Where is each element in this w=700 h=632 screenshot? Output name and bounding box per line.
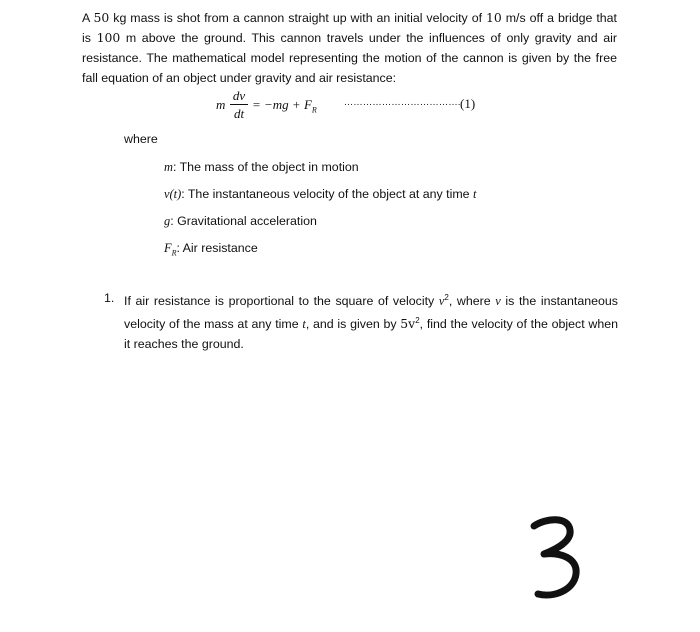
derivative-fraction [230, 88, 248, 121]
question-t: t [302, 317, 306, 332]
fraction-denominator: dt [233, 106, 245, 121]
question-exponent: 2 [444, 293, 449, 302]
definition-text: : Gravitational acceleration [170, 214, 317, 228]
definition-velocity [164, 185, 476, 212]
definition-gravity [164, 212, 476, 239]
definition-mass [164, 158, 476, 185]
fraction-numerator: dv [232, 88, 246, 103]
equation-leader-dots: ………………………………. [344, 97, 461, 107]
definition-text: : Air resistance [176, 241, 258, 255]
definition-text: : The instantaneous velocity of the object at any time [181, 187, 474, 201]
mass-value: 50 [93, 10, 110, 25]
velocity-value: 10 [485, 10, 502, 25]
handwritten-3-mark [520, 512, 584, 604]
question-v: v [495, 294, 501, 309]
equation-rhs-text: = −mg + F [252, 97, 312, 112]
definition-text: : The mass of the object in motion [172, 160, 359, 174]
question-number: 1. [104, 291, 115, 305]
equation-mass-symbol: m [216, 97, 226, 112]
question-text-5: , find the velocity of the object when it reaches the ground. [124, 317, 619, 352]
definition-symbol: g [164, 214, 171, 228]
intro-text-3: m/s off a bridge that is [82, 11, 617, 45]
intro-text-2: kg mass is shot from a cannon straight up with an initial velocity of [109, 11, 486, 25]
intro-text-1: A [82, 11, 94, 25]
height-value: 100 [96, 30, 121, 45]
definition-subscript: R [171, 248, 177, 258]
definition-symbol: v(t) [164, 187, 182, 201]
question-text [124, 288, 618, 354]
definition-time-symbol: t [473, 187, 477, 201]
equation-rhs-subscript: R [311, 105, 317, 115]
definition-symbol: m [164, 160, 173, 174]
question-text-2: , where [448, 294, 496, 309]
question-coefficient-exponent: 2 [415, 316, 420, 326]
question-v-squared: v [438, 294, 445, 309]
intro-text-4: m above the ground. This cannon travels under the influences of only gravity and air resistance. The mathematical model representing the motion of the cannon is given by the free fall equation of an object under gravity and air resistance: [82, 31, 617, 85]
definition-symbol: F [164, 241, 172, 255]
question-coefficient: 5v [400, 316, 416, 332]
definition-air-resistance [164, 239, 476, 266]
question-text-1: If air resistance is proportional to the square of velocity [124, 294, 439, 309]
definitions-list [164, 158, 476, 266]
where-label: where [124, 132, 158, 146]
question-text-4: , and is given by [305, 317, 401, 332]
question-text-3: is the instantaneous velocity of the mass at any time [124, 294, 618, 332]
problem-intro [82, 8, 617, 88]
equation-rhs [252, 97, 317, 115]
equation-number: (1) [460, 96, 476, 111]
fraction-bar [230, 104, 248, 105]
